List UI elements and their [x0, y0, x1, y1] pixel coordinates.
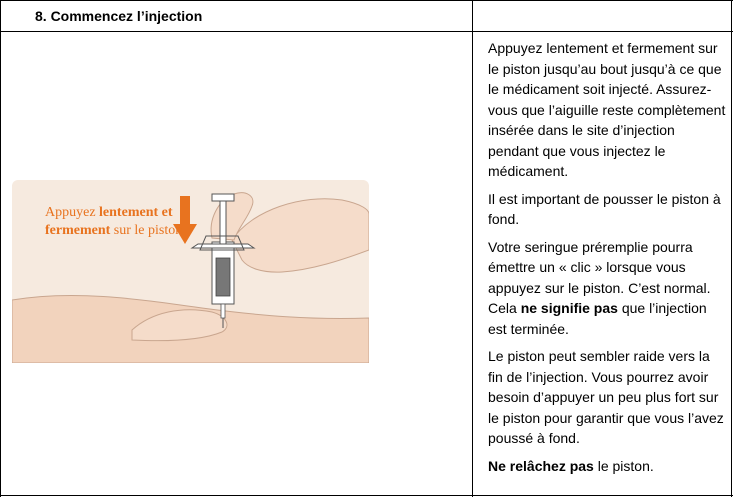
instruction-paragraph-4: Le piston peut sembler raide vers la fin de l’injection. Vous pourrez avoir besoin d’appuyer un peu plus fort sur le piston pour garantir que vous l’avez poussé à fond.	[488, 348, 724, 446]
table-border-bottom	[0, 495, 733, 496]
instruction-p3-before: Votre seringue préremplie pourra émettre un « clic » lorsque vous appuyez sur le piston. C’est normal. Cela	[488, 238, 711, 316]
table-border-middle	[472, 0, 473, 497]
illustration-label-prefix: Appuyez	[45, 205, 100, 220]
injection-illustration	[12, 180, 369, 363]
instruction-p3-after: que l’injection est terminée.	[488, 300, 707, 337]
instruction-p3-bold: ne signifie pas	[520, 300, 618, 316]
instruction-paragraph-3	[488, 237, 726, 340]
table-border-right	[731, 0, 732, 497]
table-border-left	[0, 0, 1, 497]
instruction-p5-after: le piston.	[593, 457, 654, 474]
step-title: 8. Commencez l’injection	[35, 8, 203, 24]
instruction-p5-bold: Ne relâchez pas	[488, 457, 594, 474]
instruction-paragraph-5	[488, 456, 726, 477]
illustration-label	[45, 204, 195, 240]
syringe-hub	[221, 304, 225, 318]
illustration-label-suffix: sur le piston	[110, 223, 183, 238]
illustration-label-bold: lentement et fermement	[45, 205, 173, 238]
instruction-paragraph-2: Il est important de pousser le piston à fond.	[488, 190, 721, 227]
syringe-medicine	[216, 258, 230, 296]
table-border-top	[0, 0, 733, 1]
instruction-text	[488, 38, 726, 483]
syringe-plunger-head	[212, 194, 234, 201]
syringe-plunger-rod	[220, 198, 226, 244]
table-border-header	[0, 31, 733, 32]
instruction-paragraph-1: Appuyez lentement et fermement sur le piston jusqu’au bout jusqu’à ce que le médicament soit injecté. Assurez-vous que l’aiguille reste complètement insérée dans le site d’injection pendant que vous injectez le médicament.	[488, 40, 726, 179]
